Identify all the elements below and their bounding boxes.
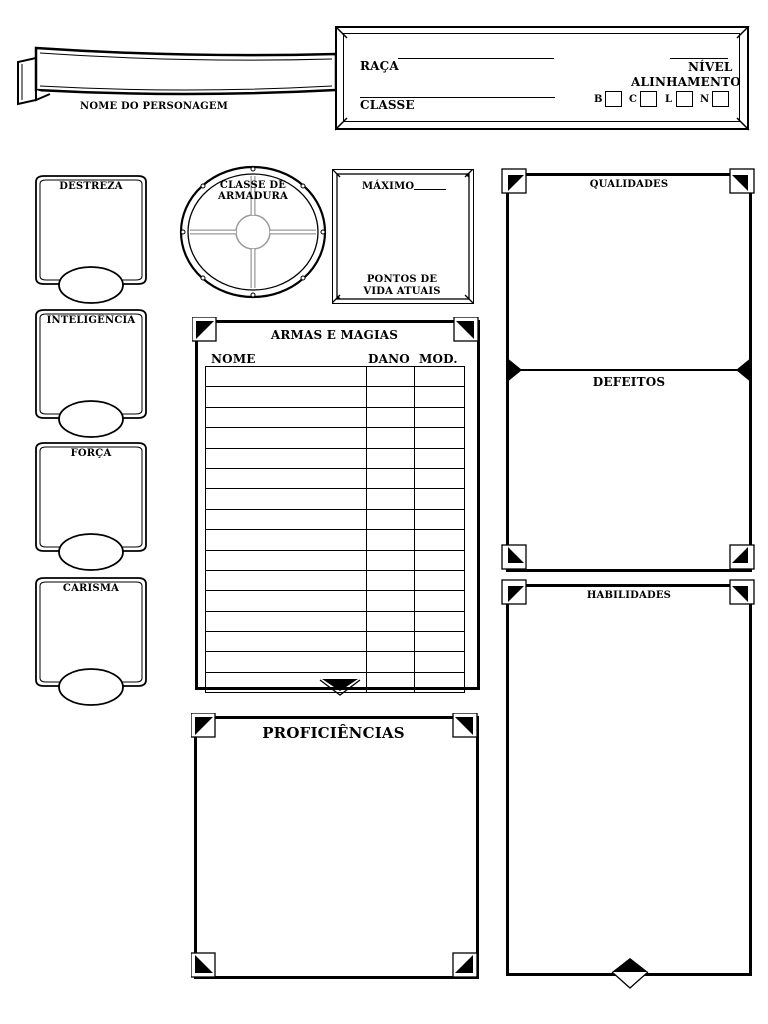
- alignment-option-n-label: N: [700, 94, 710, 105]
- alignment-checkbox-b[interactable]: [605, 91, 622, 107]
- table-row[interactable]: [206, 530, 465, 550]
- weapon-mod-cell[interactable]: [415, 448, 465, 468]
- alignment-option-b-label: B: [594, 94, 603, 105]
- weapon-damage-cell[interactable]: [367, 550, 415, 570]
- class-label: CLASSE: [360, 98, 415, 112]
- table-row[interactable]: [206, 367, 465, 387]
- armor-class-label-line1: CLASSE DE: [219, 180, 287, 191]
- level-label: NÍVEL: [688, 60, 733, 74]
- weapon-mod-cell[interactable]: [415, 387, 465, 407]
- weapon-mod-cell[interactable]: [415, 632, 465, 652]
- weapon-damage-cell[interactable]: [367, 428, 415, 448]
- weapons-col-mod: MOD.: [419, 352, 458, 366]
- max-hp-field[interactable]: [414, 189, 446, 190]
- level-field[interactable]: [670, 58, 728, 59]
- table-row[interactable]: [206, 632, 465, 652]
- table-row[interactable]: [206, 672, 465, 692]
- attribute-label-inteligencia: INTELIGÊNCIA: [46, 315, 136, 326]
- weapon-damage-cell[interactable]: [367, 632, 415, 652]
- table-row[interactable]: [206, 611, 465, 631]
- race-field[interactable]: [398, 58, 554, 59]
- weapon-name-cell[interactable]: [206, 509, 367, 529]
- attribute-badge-destreza[interactable]: [32, 174, 150, 306]
- attribute-label-forca: FORÇA: [70, 448, 112, 459]
- weapon-mod-cell[interactable]: [415, 591, 465, 611]
- abilities-title: HABILIDADES: [586, 590, 672, 601]
- table-row[interactable]: [206, 468, 465, 488]
- flaws-area[interactable]: [515, 394, 743, 559]
- weapon-mod-cell[interactable]: [415, 367, 465, 387]
- weapon-mod-cell[interactable]: [415, 489, 465, 509]
- weapon-damage-cell[interactable]: [367, 489, 415, 509]
- abilities-area[interactable]: [515, 608, 743, 958]
- table-row[interactable]: [206, 652, 465, 672]
- weapon-mod-cell[interactable]: [415, 652, 465, 672]
- alignment-option-c-label: C: [629, 94, 638, 105]
- table-row[interactable]: [206, 387, 465, 407]
- weapon-damage-cell[interactable]: [367, 611, 415, 631]
- weapon-name-cell[interactable]: [206, 489, 367, 509]
- alignment-label: ALINHAMENTO: [631, 75, 741, 89]
- weapon-name-cell[interactable]: [206, 530, 367, 550]
- weapon-name-cell[interactable]: [206, 652, 367, 672]
- weapon-name-cell[interactable]: [206, 672, 367, 692]
- weapon-name-cell[interactable]: [206, 367, 367, 387]
- proficiencies-title: PROFICIÊNCIAS: [262, 724, 405, 742]
- weapon-name-cell[interactable]: [206, 428, 367, 448]
- weapon-name-cell[interactable]: [206, 448, 367, 468]
- alignment-checkbox-n[interactable]: [712, 91, 729, 107]
- attribute-badge-inteligencia[interactable]: [32, 308, 150, 440]
- alignment-checkbox-l[interactable]: [676, 91, 693, 107]
- weapons-title: ARMAS E MAGIAS: [270, 328, 399, 342]
- table-row[interactable]: [206, 591, 465, 611]
- table-row[interactable]: [206, 489, 465, 509]
- weapon-damage-cell[interactable]: [367, 530, 415, 550]
- weapon-damage-cell[interactable]: [367, 652, 415, 672]
- weapon-mod-cell[interactable]: [415, 672, 465, 692]
- attribute-badge-carisma[interactable]: [32, 576, 150, 708]
- race-label: RAÇA: [360, 59, 399, 73]
- proficiencies-panel-corners: [191, 713, 481, 981]
- weapon-name-cell[interactable]: [206, 550, 367, 570]
- weapon-mod-cell[interactable]: [415, 509, 465, 529]
- weapon-mod-cell[interactable]: [415, 468, 465, 488]
- weapon-mod-cell[interactable]: [415, 611, 465, 631]
- table-row[interactable]: [206, 448, 465, 468]
- weapon-damage-cell[interactable]: [367, 509, 415, 529]
- weapon-mod-cell[interactable]: [415, 407, 465, 427]
- attribute-label-carisma: CARISMA: [62, 583, 120, 594]
- weapon-name-cell[interactable]: [206, 407, 367, 427]
- qualities-area[interactable]: [515, 198, 743, 363]
- weapons-col-damage: DANO: [368, 352, 410, 366]
- weapon-damage-cell[interactable]: [367, 672, 415, 692]
- armor-class-label: [208, 180, 298, 202]
- weapon-name-cell[interactable]: [206, 632, 367, 652]
- current-hp-label-line1: PONTOS DE: [366, 274, 438, 285]
- weapon-mod-cell[interactable]: [415, 428, 465, 448]
- weapon-mod-cell[interactable]: [415, 570, 465, 590]
- armor-class-label-line2: ARMADURA: [218, 191, 288, 202]
- table-row[interactable]: [206, 550, 465, 570]
- weapon-damage-cell[interactable]: [367, 570, 415, 590]
- flaws-title: DEFEITOS: [592, 375, 666, 389]
- weapon-damage-cell[interactable]: [367, 407, 415, 427]
- character-name-label: NOME DO PERSONAGEM: [80, 101, 229, 112]
- weapons-col-name: NOME: [211, 352, 256, 366]
- table-row[interactable]: [206, 570, 465, 590]
- alignment-option-l-label: L: [665, 94, 673, 105]
- weapon-name-cell[interactable]: [206, 387, 367, 407]
- weapon-mod-cell[interactable]: [415, 550, 465, 570]
- weapon-mod-cell[interactable]: [415, 530, 465, 550]
- weapon-name-cell[interactable]: [206, 611, 367, 631]
- weapon-damage-cell[interactable]: [367, 591, 415, 611]
- current-hp-label: [332, 274, 472, 298]
- class-field[interactable]: [360, 97, 555, 98]
- weapon-damage-cell[interactable]: [367, 367, 415, 387]
- attribute-badge-forca[interactable]: [32, 441, 150, 573]
- weapon-name-cell[interactable]: [206, 570, 367, 590]
- table-row[interactable]: [206, 428, 465, 448]
- attribute-label-destreza: DESTREZA: [59, 181, 123, 192]
- weapons-table[interactable]: [205, 366, 465, 693]
- qualities-title: QUALIDADES: [589, 179, 669, 190]
- current-hp-label-line2: VIDA ATUAIS: [363, 286, 441, 297]
- weapon-damage-cell[interactable]: [367, 387, 415, 407]
- weapon-name-cell[interactable]: [206, 591, 367, 611]
- weapon-damage-cell[interactable]: [367, 448, 415, 468]
- weapon-damage-cell[interactable]: [367, 468, 415, 488]
- weapon-name-cell[interactable]: [206, 468, 367, 488]
- table-row[interactable]: [206, 407, 465, 427]
- alignment-checkbox-c[interactable]: [640, 91, 657, 107]
- table-row[interactable]: [206, 509, 465, 529]
- max-hp-label: MÁXIMO: [362, 181, 415, 192]
